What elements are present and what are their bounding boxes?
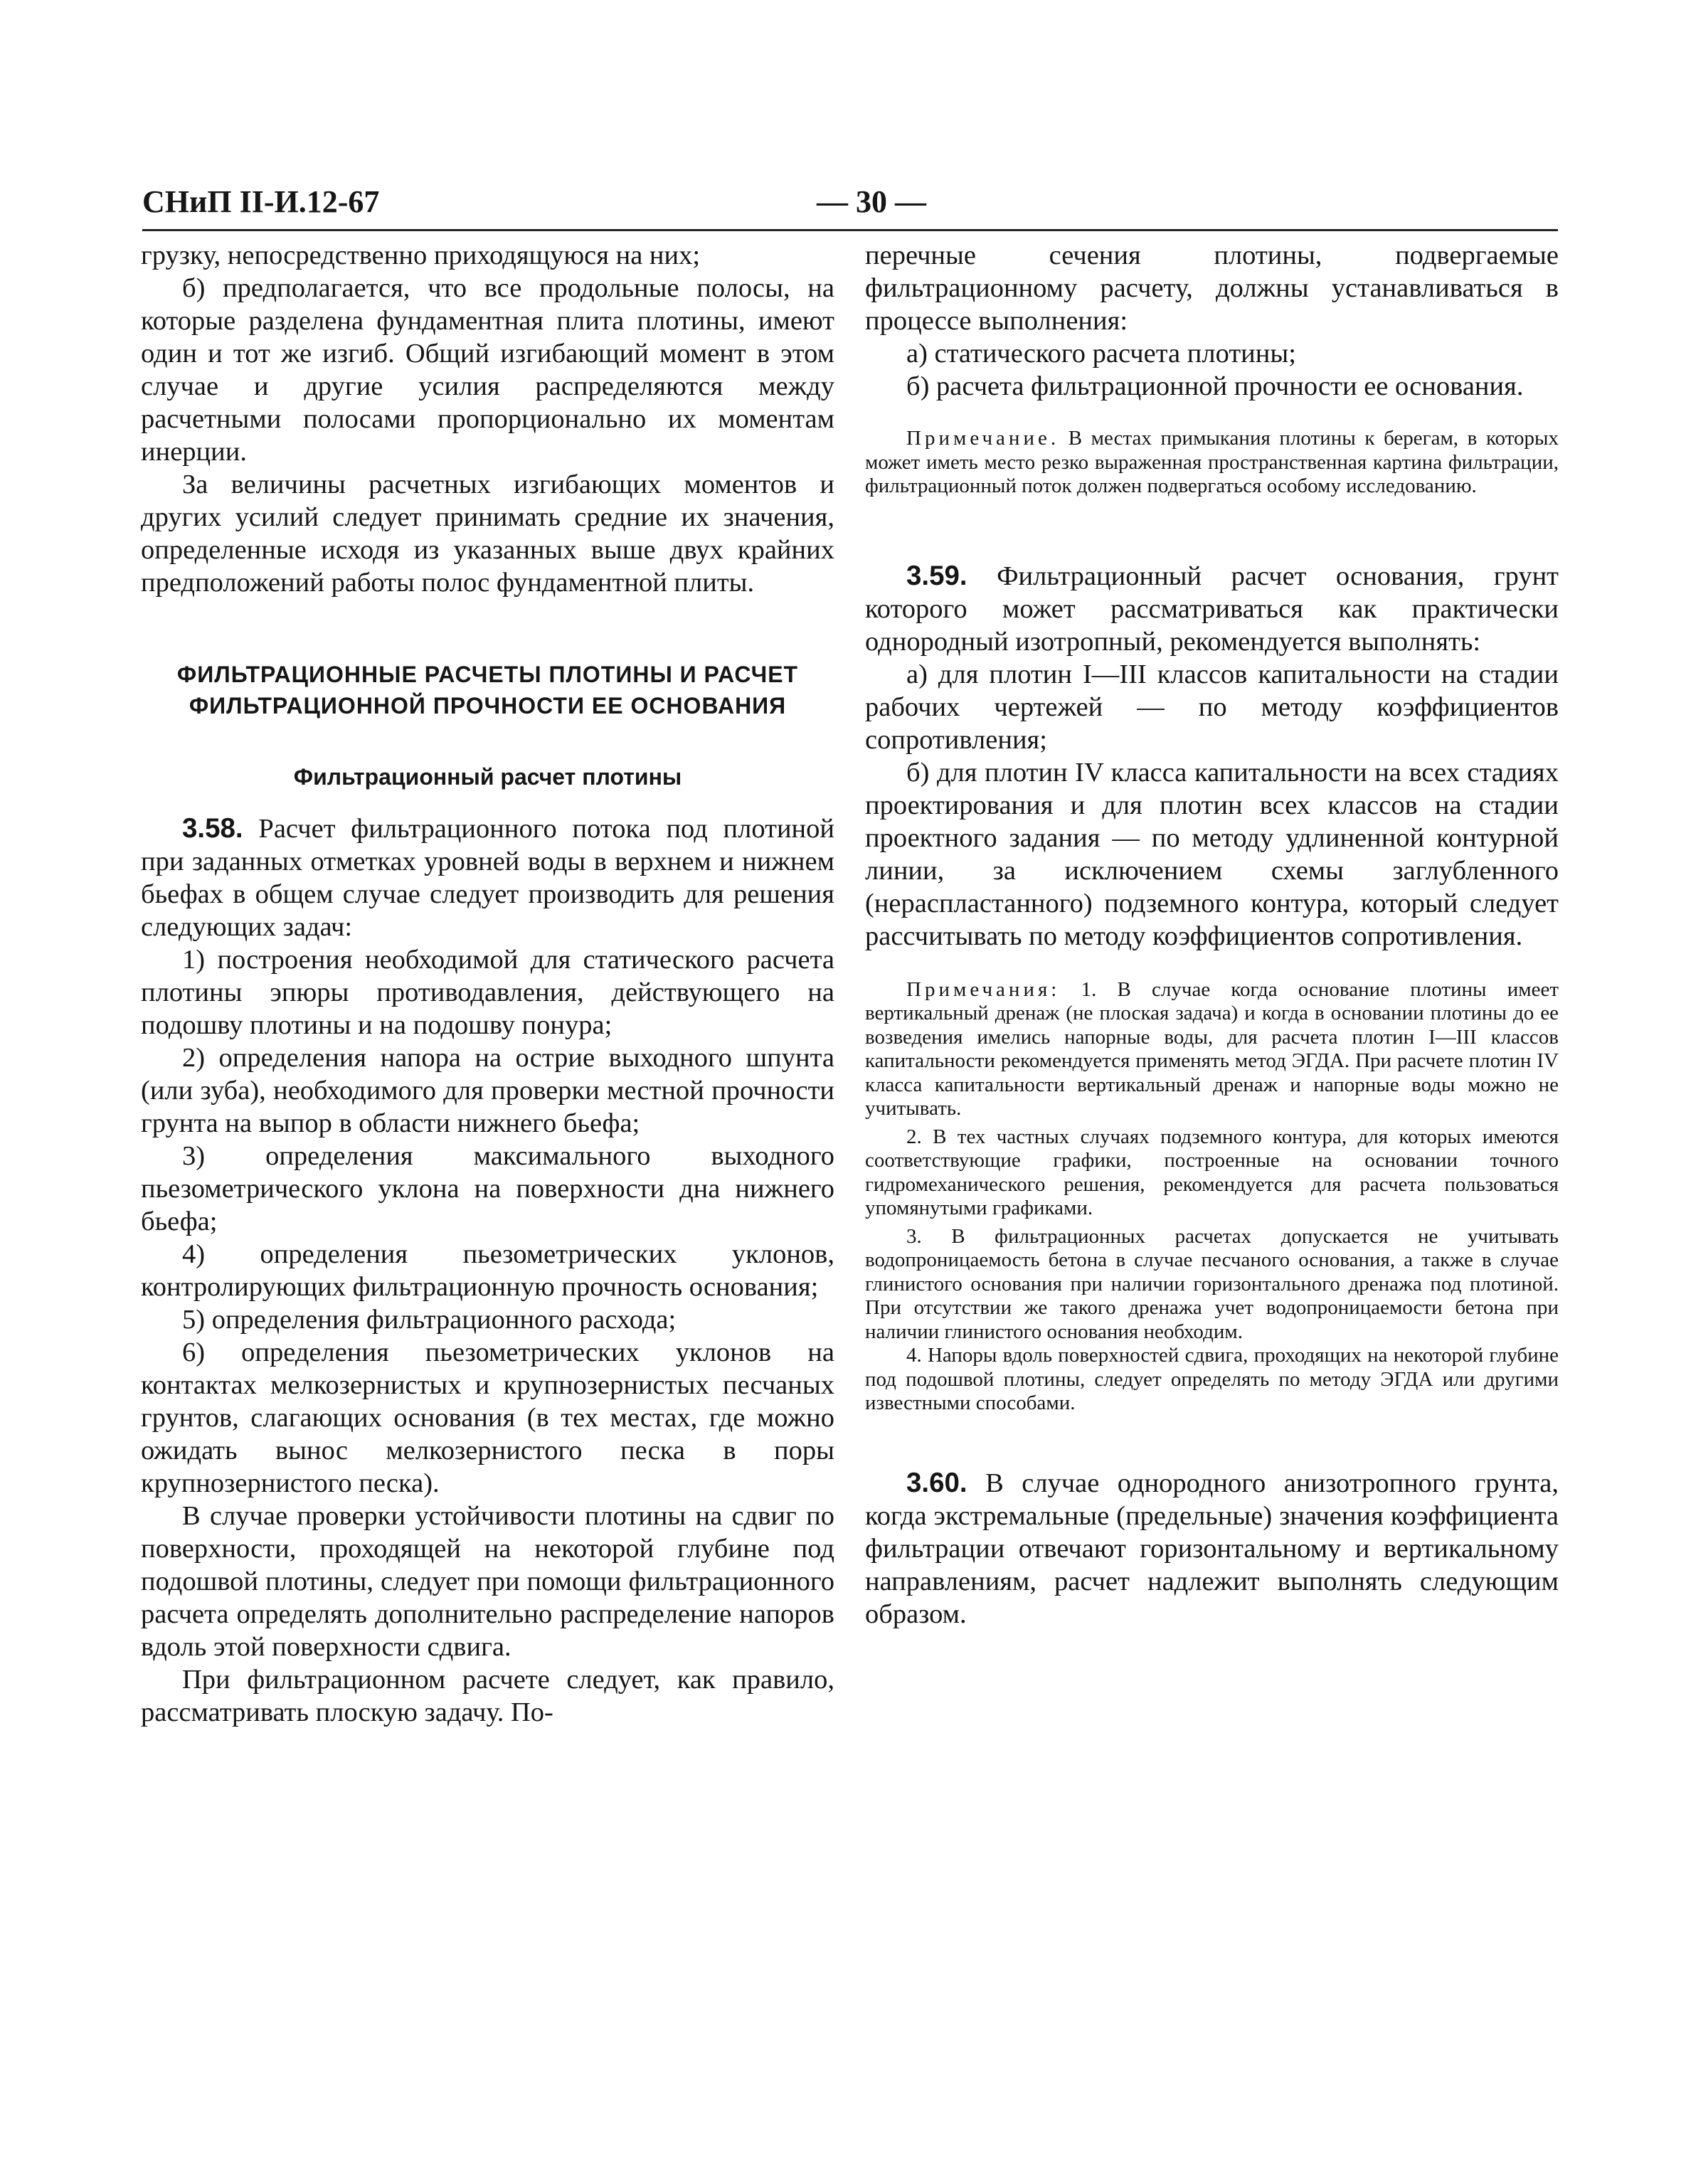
notes-4: 4. Напоры вдоль поверхностей сдвига, проходящих на некоторой глубине под подошвой плотины, следует определять по методу ЭГДА или другими известными способами. [865, 1344, 1559, 1414]
page-number: — 30 — [817, 184, 926, 219]
clause-number: 3.58. [182, 813, 243, 844]
clause-3-59 [865, 560, 1559, 658]
page-header [142, 184, 1558, 226]
notes-2: 2. В тех частных случаях подземного контура, для которых имеются соответствующие графики, построенные на основании точного гидромеханического решения, рекомендуется для расчета пользоваться упомянутыми графиками. [865, 1125, 1559, 1219]
clause-text: В случае однородного анизотропного грунта, когда экстремальные (предельные) значения коэффициента фильтрации отвечают горизонтальному и вертикальному направлениям, расчет надлежит выполнять следующим образом. [865, 1468, 1559, 1629]
list-item-b: б) расчета фильтрационной прочности ее основания. [906, 371, 1524, 401]
clause-number: 3.59. [906, 560, 967, 591]
header-rule [142, 229, 1558, 231]
list-item-6: 6) определения пьезометрических уклонов на контактах мелкозернистых и крупнозернистых песчаных грунтов, слагающих основания (в тех местах, где можно ожидать вынос мелкозернистого песка в поры крупнозернистого песка). [141, 1337, 834, 1498]
document-code: СНиП II-И.12-67 [142, 184, 380, 219]
note-1 [865, 427, 1559, 499]
subsection-heading: Фильтрационный расчет плотины [293, 764, 682, 790]
clause-3-60 [865, 1467, 1559, 1631]
notes-label: Примечания: [906, 977, 1061, 1001]
list-item-2: 2) определения напора на острие выходного шпунта (или зуба), необходимого для проверки местной прочности грунта на выпор в области нижнего бьефа; [141, 1043, 834, 1138]
clause-text: Расчет фильтрационного потока под плотиной при заданных отметках уровней воды в верхнем и нижнем бьефах в общем случае следует производить для решения следующих задач: [141, 814, 834, 942]
right-column [865, 239, 1559, 1631]
section-heading: ФИЛЬТРАЦИОННЫЕ РАСЧЕТЫ ПЛОТИНЫ И РАСЧЕТ ФИЛЬТРАЦИОННОЙ ПРОЧНОСТИ ЕЕ ОСНОВАНИЯ [176, 662, 799, 719]
note-1-text: 1. В случае когда основание плотины имеет вертикальный дренаж (не плоская задача) и когда в основании плотины до ее возведения имелись напорные воды, для расчета плотин I—III классов капитальности рекомендуется применять метод ЭГДА. При расчете плотин IV класса капитальности вертикальный дренаж и напорные воды можно не учитывать. [865, 977, 1559, 1120]
list-item-1: 1) построения необходимой для статического расчета плотины эпюры противодавления, действующего на подошву плотины и на подошву понура; [141, 945, 834, 1040]
paragraph-moments: За величины расчетных изгибающих моментов и других усилий следует принимать средние их значения, определенные исходя из указанных выше двух крайних предположений работы полос фундаментной плиты. [141, 470, 834, 598]
list-item-a: а) статического расчета плотины; [906, 339, 1296, 369]
clause-text: Фильтрационный расчет основания, грунт которого может рассматриваться как практически однородный изотропный, рекомендуется выполнять: [865, 561, 1559, 657]
notes-1 [865, 978, 1559, 1121]
list-item-3: 3) определения максимального выходного пьезометрического уклона на поверхности дна нижнего бьефа; [141, 1141, 834, 1236]
list-item-4: 4) определения пьезометрических уклонов, контролирующих фильтрационную прочность основания; [141, 1239, 834, 1302]
paragraph-stability: В случае проверки устойчивости плотины на сдвиг по поверхности, проходящей на некоторой глубине под подошвой плотины, следует при помощи фильтрационного расчета определять дополнительно распределение напоров вдоль этой поверхности сдвига. [141, 1501, 834, 1662]
paragraph-filtration: При фильтрационном расчете следует, как правило, рассматривать плоскую задачу. По- [141, 1665, 834, 1727]
note-text: В местах примыкания плотины к берегам, в которых может иметь место резко выраженная пространственная картина фильтрации, фильтрационный поток должен подвергаться особому исследованию. [865, 427, 1559, 497]
clause-number: 3.60. [906, 1467, 967, 1498]
clause-3-58 [141, 812, 834, 943]
note-label: Примечание. [906, 427, 1060, 450]
left-column [141, 239, 834, 1729]
paragraph-b: б) предполагается, что все продольные полосы, на которые разделена фундаментная плита плотины, имеют один и тот же изгиб. Общий изгибающий момент в этом случае и другие усилия распределяются между расчетными полосами пропорционально их моментам инерции. [141, 273, 834, 467]
notes-3: 3. В фильтрационных расчетах допускается не учитывать водопроницаемость бетона в случае песчаного основания, а также в случае глинистого основания при наличии горизонтального дренажа под плотиной. При отсутствии же такого дренажа учет водопроницаемости бетона при наличии глинистого основания необходим. [865, 1224, 1559, 1343]
list-item-5: 5) определения фильтрационного расхода; [182, 1305, 677, 1335]
clause-3-59-b: б) для плотин IV класса капитальности на всех стадиях проектирования и для плотин всех классов на стадии проектного задания — по методу удлиненной контурной линии, за исключением схемы заглубленного (нераспластанного) подземного контура, который следует рассчитывать по методу коэффициентов сопротивления. [865, 757, 1559, 951]
clause-3-59-a: а) для плотин I—III классов капитальности на стадии рабочих чертежей — по методу коэффициентов сопротивления; [865, 659, 1559, 755]
paragraph-continuation-right: перечные сечения плотины, подвергаемые фильтрационному расчету, должны устанавливаться в процессе выполнения: [865, 240, 1559, 336]
paragraph-continuation: грузку, непосредственно приходящуюся на них; [141, 240, 701, 270]
